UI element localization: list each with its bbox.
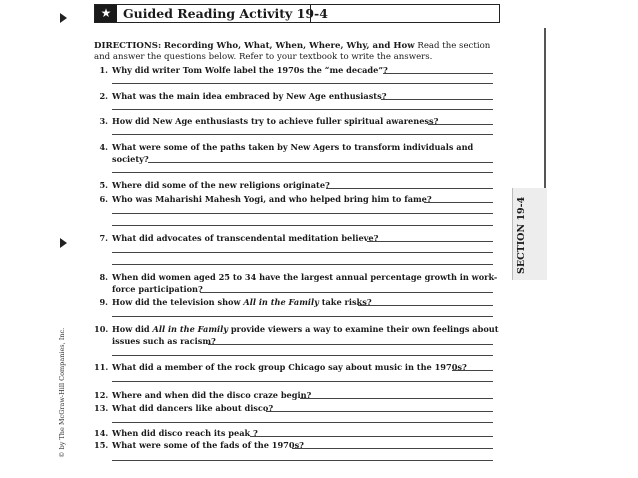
activity-title: Guided Reading Activity 19-4 — [123, 6, 328, 21]
question-10-line2 — [112, 336, 216, 346]
section-tab — [512, 188, 547, 280]
show-title: All in the Family — [152, 324, 228, 334]
question-text: What did a member of the rock group Chicago say about music in the 1970s? — [112, 362, 467, 372]
directions-label: DIRECTIONS: — [94, 41, 162, 51]
answer-line[interactable] — [112, 83, 493, 84]
answer-line[interactable] — [112, 225, 493, 226]
answer-line[interactable] — [148, 162, 493, 163]
question-number: 6. — [99, 194, 108, 204]
answer-line[interactable] — [112, 109, 493, 110]
question-number: 1. — [99, 65, 108, 75]
question-number: 14. — [94, 428, 109, 438]
answer-line[interactable] — [250, 436, 493, 437]
question-3 — [94, 116, 438, 126]
question-number: 5. — [99, 180, 108, 190]
section-tab-label: SECTION 19-4 — [516, 196, 527, 274]
answer-line[interactable] — [381, 99, 493, 100]
answer-line[interactable] — [428, 124, 493, 125]
question-13 — [94, 403, 273, 413]
question-number: 3. — [99, 116, 108, 126]
question-text: What were some of the paths taken by New Agers to transform individuals and — [112, 142, 474, 152]
question-1 — [94, 65, 388, 75]
question-text: take risks? — [318, 297, 372, 307]
question-6 — [94, 194, 432, 204]
question-text: Why did writer Tom Wolfe label the 1970s the “me decade”? — [112, 65, 388, 75]
question-text: Who was Maharishi Mahesh Yogi, and who helped bring him to fame? — [112, 194, 432, 204]
answer-line[interactable] — [112, 264, 493, 265]
answer-line[interactable] — [208, 344, 493, 345]
question-4-line2 — [112, 154, 149, 164]
show-title: All in the Family — [243, 297, 319, 307]
question-12 — [94, 390, 311, 400]
question-text: How did — [112, 324, 153, 334]
question-number: 9. — [99, 297, 108, 307]
star-icon: ★ — [95, 5, 117, 22]
question-text: What was the main idea embraced by New Age enthusiasts? — [112, 91, 387, 101]
answer-line[interactable] — [112, 252, 493, 253]
question-text: How did New Age enthusiasts try to achieve fuller spiritual awareness? — [112, 116, 439, 126]
question-8-line2 — [112, 284, 203, 294]
answer-line[interactable] — [112, 460, 493, 461]
question-text: What did advocates of transcendental meditation believe? — [112, 233, 379, 243]
question-number: 7. — [99, 233, 108, 243]
directions — [94, 41, 494, 62]
answer-line[interactable] — [383, 73, 493, 74]
question-number: 4. — [99, 142, 108, 152]
question-text: When did women aged 25 to 34 have the largest annual percentage growth in work- — [112, 272, 498, 282]
answer-line[interactable] — [424, 202, 493, 203]
question-number: 2. — [99, 91, 108, 101]
copyright-text: © by The McGraw-Hill Companies, Inc. — [58, 327, 66, 458]
question-8 — [94, 272, 497, 282]
question-number: 12. — [94, 390, 109, 400]
margin-bullet-middle-icon — [60, 238, 67, 248]
question-11 — [94, 362, 467, 372]
question-15 — [94, 440, 304, 450]
directions-text: Read the section and answer the questions below. Refer to your textbook to write the answers. — [94, 41, 491, 62]
question-number: 13. — [94, 403, 109, 413]
question-5 — [94, 180, 330, 190]
answer-line[interactable] — [112, 355, 493, 356]
answer-line[interactable] — [112, 381, 493, 382]
answer-line[interactable] — [367, 241, 493, 242]
question-text: How did the television show — [112, 297, 244, 307]
answer-line[interactable] — [112, 422, 493, 423]
question-14 — [94, 428, 258, 438]
answer-line[interactable] — [292, 448, 493, 449]
question-4 — [94, 142, 473, 152]
answer-line[interactable] — [112, 213, 493, 214]
question-text: What were some of the fads of the 1970s? — [112, 440, 304, 450]
question-text: When did disco reach its peak ? — [112, 428, 258, 438]
answer-line[interactable] — [200, 292, 493, 293]
question-9 — [94, 297, 372, 307]
question-text: Where did some of the new religions originate? — [112, 180, 330, 190]
question-number: 10. — [94, 324, 109, 334]
question-text: provide viewers a way to examine their own feelings about — [227, 324, 499, 334]
answer-line[interactable] — [266, 411, 493, 412]
question-text: force participation? — [112, 284, 203, 294]
question-number: 11. — [94, 362, 109, 372]
answer-line[interactable] — [112, 316, 493, 317]
question-number: 8. — [99, 272, 108, 282]
question-10 — [94, 324, 499, 334]
answer-line[interactable] — [112, 134, 493, 135]
question-text: Where and when did the disco craze begin? — [112, 390, 312, 400]
question-number: 15. — [94, 440, 109, 450]
answer-line[interactable] — [326, 188, 493, 189]
question-2 — [94, 91, 387, 101]
answer-line[interactable] — [112, 172, 493, 173]
question-7 — [94, 233, 378, 243]
answer-line[interactable] — [358, 305, 493, 306]
question-text: society? — [112, 154, 149, 164]
header-blank-area — [310, 5, 499, 22]
directions-bold-text: Recording Who, What, When, Where, Why, and How — [163, 41, 415, 51]
activity-header — [94, 4, 500, 23]
question-text: What did dancers like about disco? — [112, 403, 274, 413]
answer-line[interactable] — [452, 370, 493, 371]
question-text: issues such as racism? — [112, 336, 216, 346]
section-tab-rule — [544, 28, 546, 198]
margin-bullet-top-icon — [60, 13, 67, 23]
answer-line[interactable] — [300, 398, 493, 399]
